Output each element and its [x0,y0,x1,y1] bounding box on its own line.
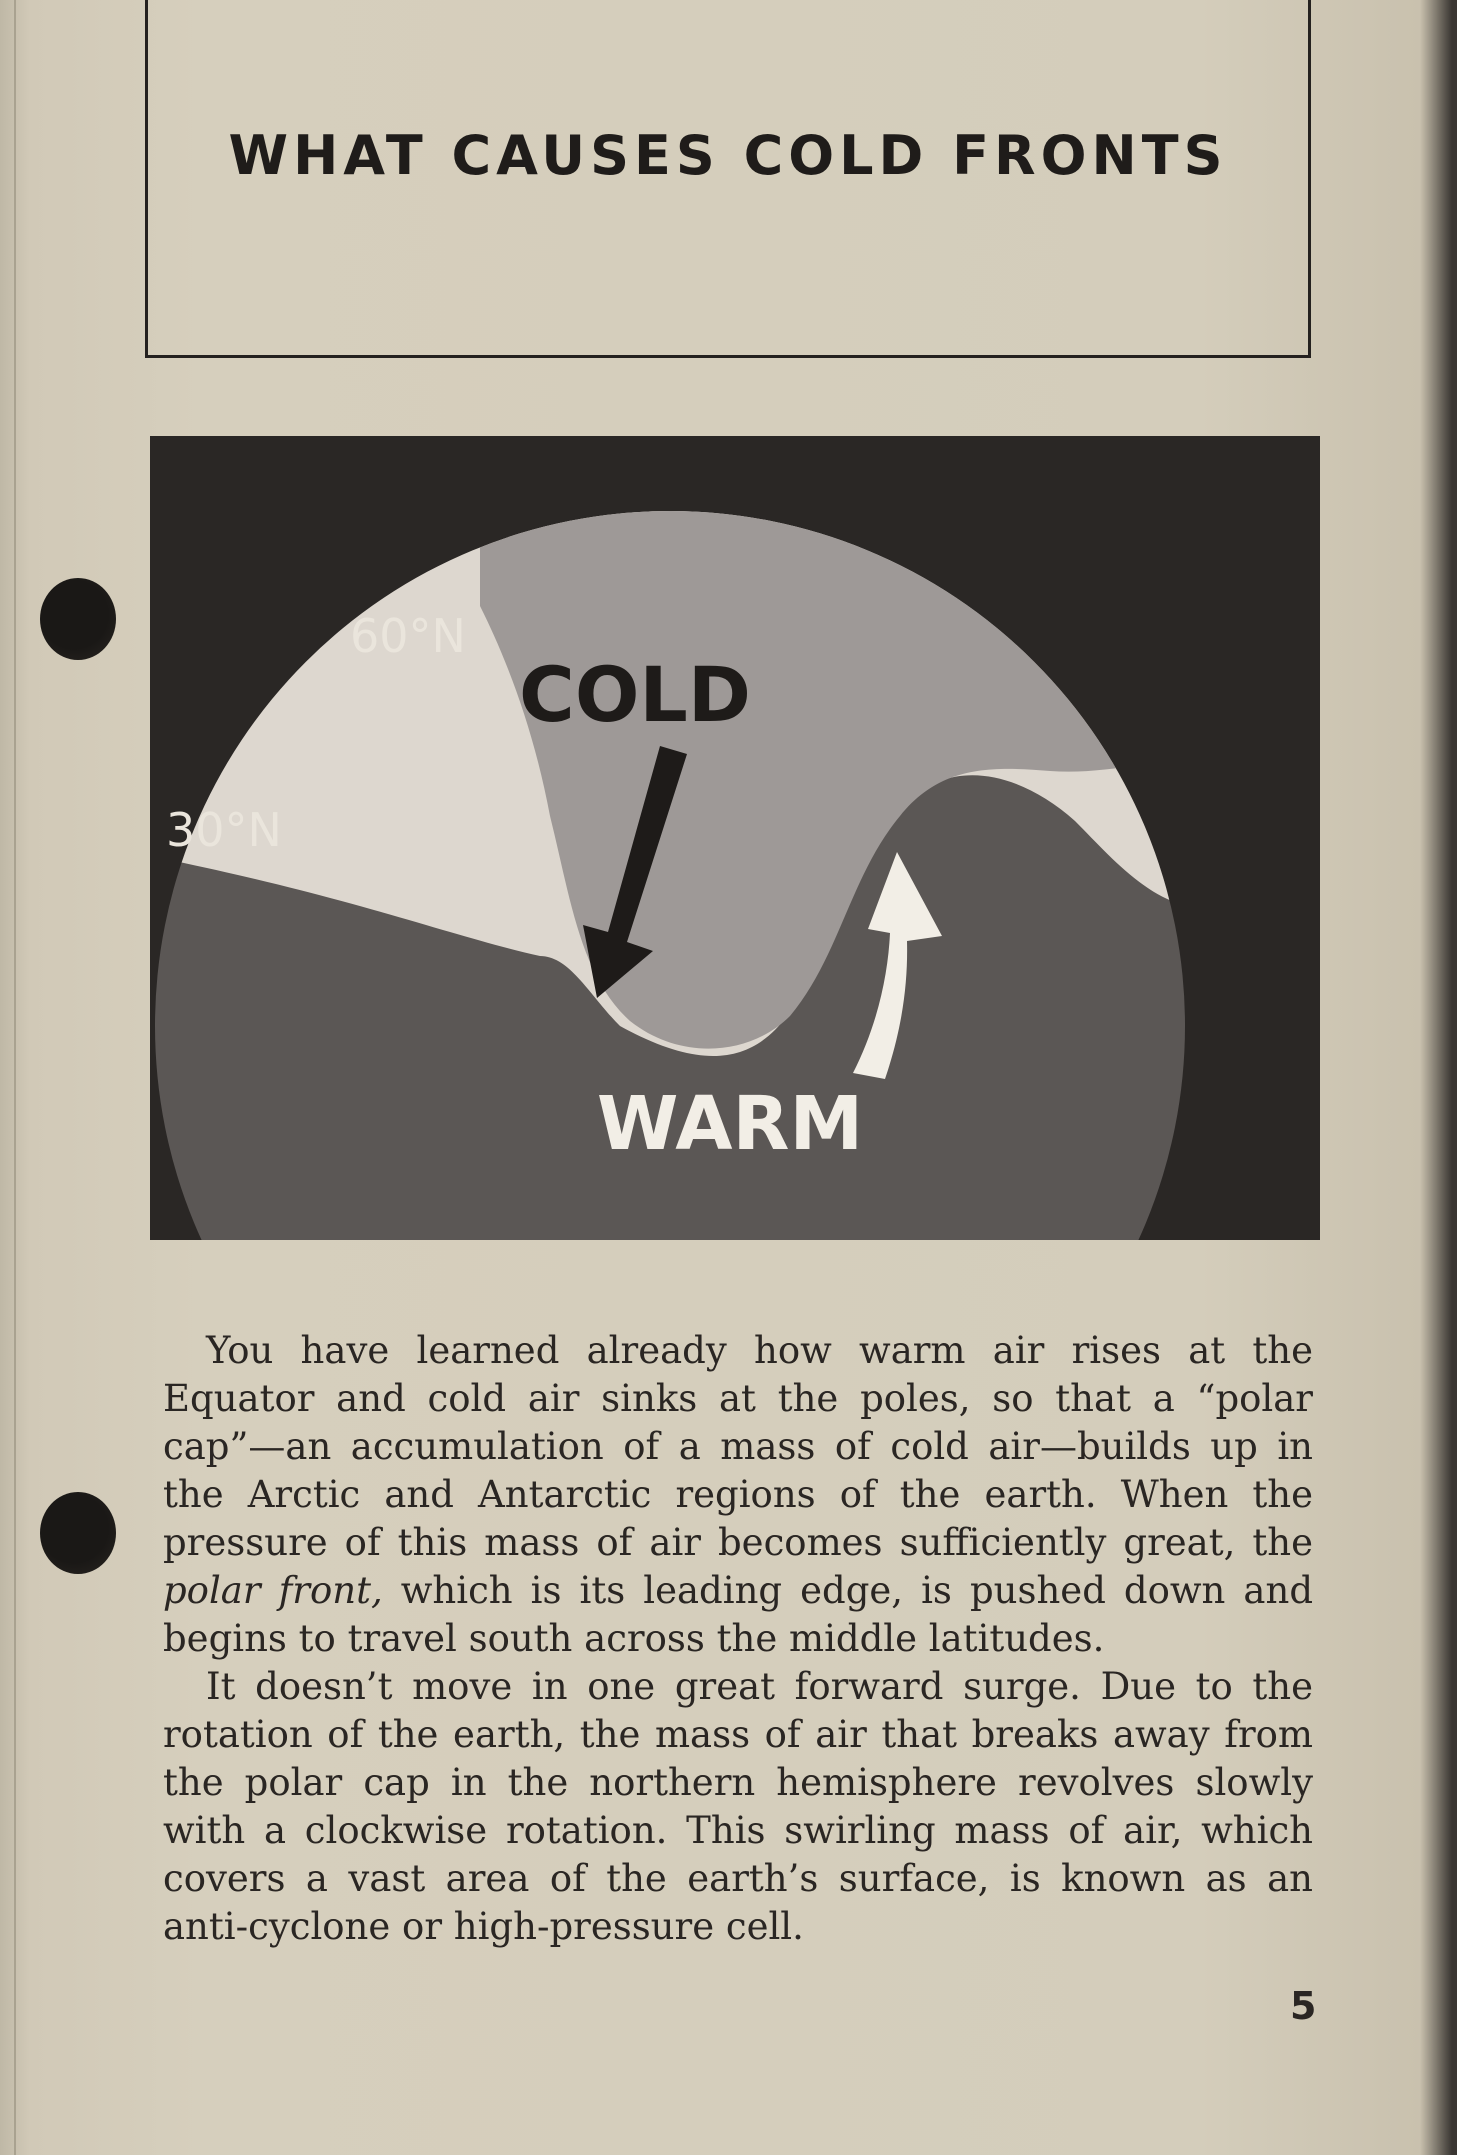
paragraph-2: It doesn’t move in one great forward surge. Due to the rotation of the earth, the mass of air that breaks away from the polar cap in the northern hemisphere revolves slowly with a clockwise rotation. This swirling mass of air, which covers a vast area of the earth’s surface, is known as an anti-cyclone or high-pressure cell. [163,1665,1313,1948]
globe-diagram [150,436,1320,1240]
page-title: WHAT CAUSES COLD FRONTS [228,124,1228,187]
label-warm: WARM [596,1081,864,1167]
punch-hole-top [40,578,116,660]
label-60n: 60°N [350,609,466,663]
label-30n: 30°N [166,803,282,857]
paragraph-1-start: You have learned already how warm air rises at the Equator and cold air sinks at the poles, so that a “polar cap”—an accumulation of a mass of cold air—builds up in the Arctic and Antarctic regions of the earth. When the pressure of this mass of air becomes sufficiently great, the [163,1329,1313,1564]
paragraph-1-end: which is its leading edge, is pushed down and begins to travel south across the middle latitudes. [163,1569,1313,1660]
paragraph-1 [163,1327,1313,1663]
page-number: 5 [1290,1984,1317,2028]
title-box [145,0,1311,358]
body-text [163,1327,1313,1951]
polar-front-term: polar front, [163,1569,383,1612]
cold-front-illustration [150,436,1320,1240]
punch-hole-bottom [40,1492,116,1574]
page-spine [14,0,16,2155]
label-cold: COLD [519,650,751,739]
